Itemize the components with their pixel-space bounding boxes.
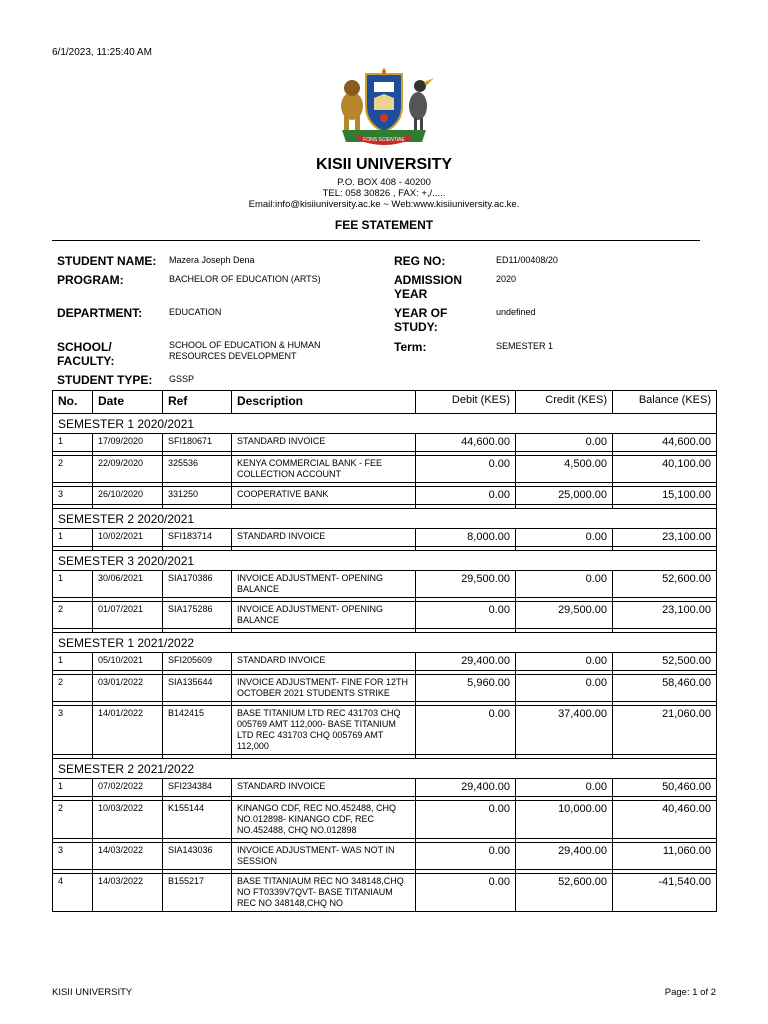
cell-date: 14/01/2022 (93, 706, 163, 755)
cell-description: INVOICE ADJUSTMENT- WAS NOT IN SESSION (232, 843, 416, 870)
semester-title: SEMESTER 2 2020/2021 (53, 509, 717, 529)
cell-balance: 52,500.00 (613, 653, 717, 671)
table-row (53, 874, 717, 912)
table-row (53, 602, 717, 629)
cell-balance: 50,460.00 (613, 779, 717, 797)
cell-description: COOPERATIVE BANK (232, 487, 416, 505)
cell-debit: 5,960.00 (416, 675, 516, 702)
term-value: SEMESTER 1 (496, 341, 554, 351)
cell-date: 03/01/2022 (93, 675, 163, 702)
cell-date: 14/03/2022 (93, 874, 163, 912)
col-header-balance: Balance (KES) (613, 391, 717, 414)
cell-description: STANDARD INVOICE (232, 779, 416, 797)
cell-credit: 52,600.00 (516, 874, 613, 912)
semester-header-row (53, 509, 717, 529)
cell-ref: SIA135644 (163, 675, 232, 702)
crest-motto: FONS SCIENTIAE (363, 137, 405, 143)
cell-credit: 0.00 (516, 571, 613, 598)
cell-debit: 29,400.00 (416, 653, 516, 671)
cell-balance: 11,060.00 (613, 843, 717, 870)
cell-description: STANDARD INVOICE (232, 434, 416, 452)
cell-date: 05/10/2021 (93, 653, 163, 671)
university-phone: TEL: 058 30826 , FAX: +,/..... (322, 188, 446, 199)
cell-ref: 331250 (163, 487, 232, 505)
table-row (53, 653, 717, 671)
cell-description: BASE TITANIUM LTD REC 431703 CHQ 005769 AMT 112,000- BASE TITANIUM LTD REC 431703 CHQ 005769 AMT 112,000 (232, 706, 416, 755)
school-faculty-value: SCHOOL OF EDUCATION & HUMAN RESOURCES DEVELOPMENT (169, 340, 321, 361)
table-row (53, 706, 717, 755)
cell-date: 14/03/2022 (93, 843, 163, 870)
cell-debit: 0.00 (416, 602, 516, 629)
cell-credit: 10,000.00 (516, 801, 613, 839)
cell-no: 2 (53, 602, 93, 629)
cell-description: KINANGO CDF, REC NO.452488, CHQ NO.012898- KINANGO CDF, REC NO.452488, CHQ NO.012898 (232, 801, 416, 839)
term-label: Term: (394, 340, 427, 354)
cell-no: 1 (53, 779, 93, 797)
year-of-study-label: YEAR OF STUDY: (394, 306, 448, 334)
cell-description: STANDARD INVOICE (232, 653, 416, 671)
col-header-debit: Debit (KES) (416, 391, 516, 414)
table-row (53, 675, 717, 702)
cell-credit: 37,400.00 (516, 706, 613, 755)
cell-balance: 44,600.00 (613, 434, 717, 452)
year-of-study-value: undefined (496, 307, 536, 317)
cell-credit: 0.00 (516, 779, 613, 797)
cell-date: 10/03/2022 (93, 801, 163, 839)
cell-balance: 21,060.00 (613, 706, 717, 755)
student-type-value: GSSP (169, 374, 195, 384)
reg-no-label: REG NO: (394, 254, 446, 268)
cell-no: 3 (53, 487, 93, 505)
semester-title: SEMESTER 1 2020/2021 (53, 414, 717, 434)
cell-ref: 325536 (163, 456, 232, 483)
header-divider (52, 240, 700, 241)
semester-title: SEMESTER 1 2021/2022 (53, 633, 717, 653)
cell-no: 1 (53, 434, 93, 452)
footer-page-number: Page: 1 of 2 (664, 987, 716, 998)
cell-description: BASE TITANIAUM REC NO 348148,CHQ NO FT0339V7QVT- BASE TITANIAUM REC NO 348148,CHQ NO (232, 874, 416, 912)
cell-ref: SFI180671 (163, 434, 232, 452)
cell-balance: 15,100.00 (613, 487, 717, 505)
cell-debit: 0.00 (416, 487, 516, 505)
cell-no: 2 (53, 801, 93, 839)
department-value: EDUCATION (169, 307, 222, 317)
cell-ref: SFI183714 (163, 529, 232, 547)
table-row (53, 571, 717, 598)
cell-date: 07/02/2022 (93, 779, 163, 797)
admission-year-value: 2020 (496, 274, 517, 284)
cell-debit: 0.00 (416, 843, 516, 870)
table-header-row (53, 391, 717, 414)
student-type-label: STUDENT TYPE: (57, 373, 153, 387)
semester-title: SEMESTER 3 2020/2021 (53, 551, 717, 571)
student-name-label: STUDENT NAME: (57, 254, 157, 268)
program-value: BACHELOR OF EDUCATION (ARTS) (169, 274, 321, 284)
cell-description: STANDARD INVOICE (232, 529, 416, 547)
cell-balance: 52,600.00 (613, 571, 717, 598)
semester-header-row (53, 633, 717, 653)
semester-header-row (53, 759, 717, 779)
cell-description: INVOICE ADJUSTMENT- FINE FOR 12TH OCTOBER 2021 STUDENTS STRIKE (232, 675, 416, 702)
cell-credit: 0.00 (516, 434, 613, 452)
cell-date: 26/10/2020 (93, 487, 163, 505)
cell-no: 1 (53, 529, 93, 547)
print-timestamp: 6/1/2023, 11:25:40 AM (52, 47, 152, 58)
cell-ref: SIA143036 (163, 843, 232, 870)
university-contact: Email:info@kisiiuniversity.ac.ke ~ Web:www.kisiiuniversity.ac.ke. (248, 199, 520, 210)
cell-ref: K155144 (163, 801, 232, 839)
admission-year-label: ADMISSION YEAR (394, 273, 463, 301)
cell-no: 1 (53, 571, 93, 598)
cell-credit: 29,400.00 (516, 843, 613, 870)
cell-balance: -41,540.00 (613, 874, 717, 912)
cell-balance: 58,460.00 (613, 675, 717, 702)
cell-ref: B155217 (163, 874, 232, 912)
semester-header-row (53, 414, 717, 434)
cell-balance: 40,100.00 (613, 456, 717, 483)
cell-no: 2 (53, 456, 93, 483)
cell-balance: 23,100.00 (613, 529, 717, 547)
table-row (53, 843, 717, 870)
col-header-date: Date (93, 391, 163, 414)
cell-debit: 29,500.00 (416, 571, 516, 598)
cell-credit: 29,500.00 (516, 602, 613, 629)
cell-date: 01/07/2021 (93, 602, 163, 629)
cell-ref: SIA175286 (163, 602, 232, 629)
cell-credit: 0.00 (516, 653, 613, 671)
department-label: DEPARTMENT: (57, 306, 143, 320)
table-row (53, 487, 717, 505)
col-header-description: Description (232, 391, 416, 414)
cell-debit: 44,600.00 (416, 434, 516, 452)
table-row (53, 434, 717, 452)
table-row (53, 456, 717, 483)
cell-debit: 0.00 (416, 874, 516, 912)
university-name: KISII UNIVERSITY (315, 156, 453, 173)
cell-no: 3 (53, 706, 93, 755)
university-crest-logo (330, 68, 438, 148)
cell-no: 1 (53, 653, 93, 671)
cell-ref: SFI234384 (163, 779, 232, 797)
footer-university: KISII UNIVERSITY (52, 987, 133, 998)
table-row (53, 801, 717, 839)
cell-balance: 40,460.00 (613, 801, 717, 839)
program-label: PROGRAM: (57, 273, 124, 287)
col-header-ref: Ref (163, 391, 232, 414)
cell-description: INVOICE ADJUSTMENT- OPENING BALANCE (232, 602, 416, 629)
cell-date: 22/09/2020 (93, 456, 163, 483)
cell-debit: 0.00 (416, 801, 516, 839)
table-row (53, 779, 717, 797)
cell-description: KENYA COMMERCIAL BANK - FEE COLLECTION ACCOUNT (232, 456, 416, 483)
cell-debit: 0.00 (416, 706, 516, 755)
cell-credit: 4,500.00 (516, 456, 613, 483)
reg-no-value: ED11/00408/20 (496, 255, 558, 265)
col-header-no: No. (53, 391, 93, 414)
student-name-value: Mazera Joseph Dena (169, 255, 255, 265)
semester-header-row (53, 551, 717, 571)
cell-ref: SFI205609 (163, 653, 232, 671)
cell-ref: SIA170386 (163, 571, 232, 598)
cell-date: 10/02/2021 (93, 529, 163, 547)
cell-debit: 0.00 (416, 456, 516, 483)
cell-date: 17/09/2020 (93, 434, 163, 452)
col-header-credit: Credit (KES) (516, 391, 613, 414)
semester-title: SEMESTER 2 2021/2022 (53, 759, 717, 779)
cell-debit: 8,000.00 (416, 529, 516, 547)
cell-credit: 0.00 (516, 529, 613, 547)
cell-no: 3 (53, 843, 93, 870)
cell-ref: B142415 (163, 706, 232, 755)
table-row (53, 529, 717, 547)
cell-description: INVOICE ADJUSTMENT- OPENING BALANCE (232, 571, 416, 598)
cell-date: 30/06/2021 (93, 571, 163, 598)
cell-no: 4 (53, 874, 93, 912)
cell-credit: 25,000.00 (516, 487, 613, 505)
cell-credit: 0.00 (516, 675, 613, 702)
university-address: P.O. BOX 408 - 40200 (337, 177, 431, 188)
school-faculty-label: SCHOOL/ FACULTY: (57, 340, 115, 368)
document-title: FEE STATEMENT (334, 218, 434, 232)
fee-statement-table (52, 390, 717, 912)
cell-debit: 29,400.00 (416, 779, 516, 797)
cell-balance: 23,100.00 (613, 602, 717, 629)
cell-no: 2 (53, 675, 93, 702)
